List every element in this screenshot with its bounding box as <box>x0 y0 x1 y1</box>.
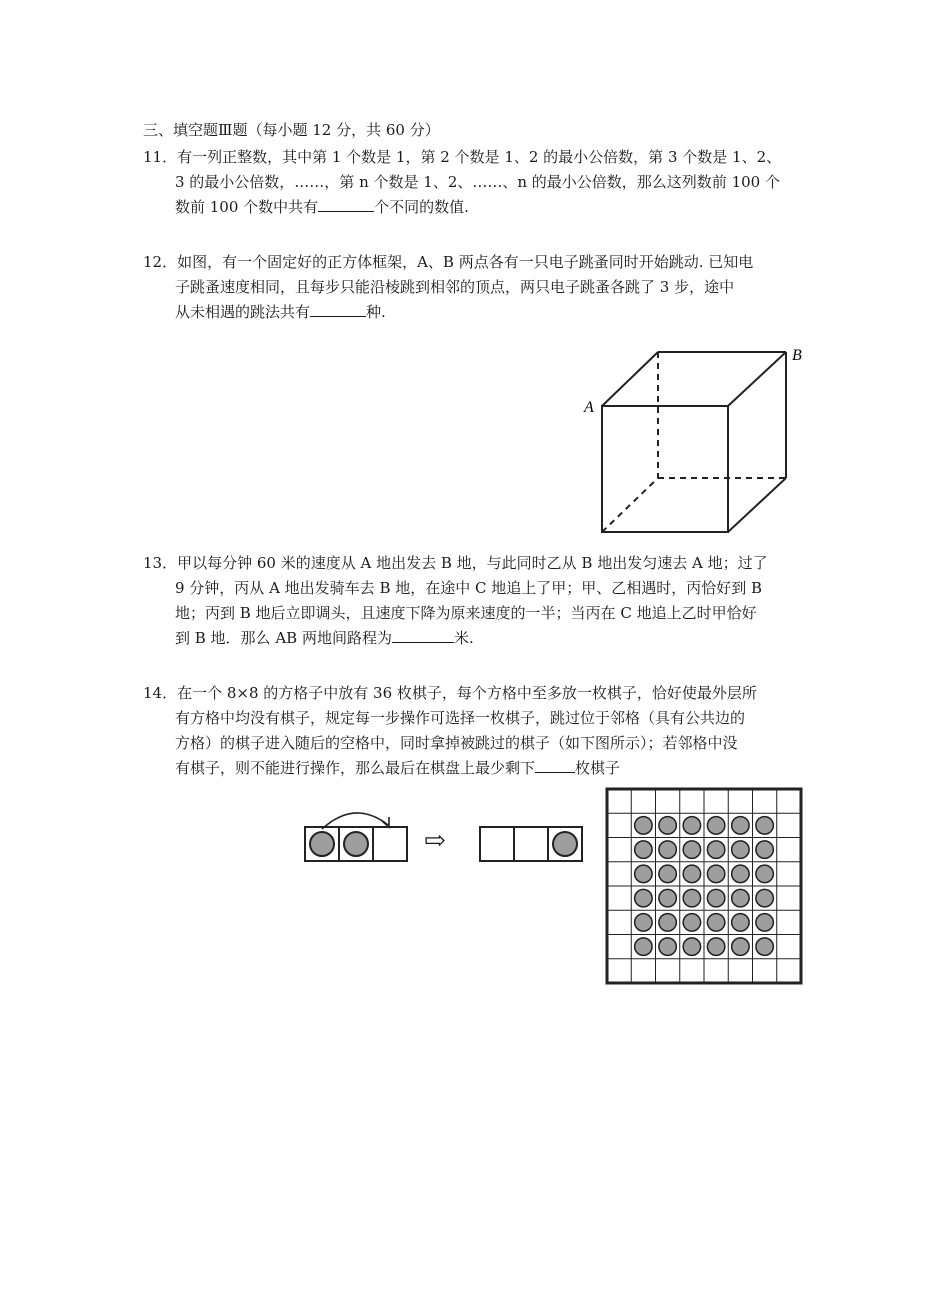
board-chess-piece <box>635 817 652 834</box>
q11-line-3-tail: 个不同的数值. <box>374 198 469 216</box>
board-chess-piece <box>756 841 773 858</box>
q11-line-3 <box>175 197 469 217</box>
q13-line-3: 地；丙到 B 地后立即调头，且速度下降为原来速度的一半；当丙在 C 地追上乙时甲恰好 <box>175 604 757 622</box>
board-chess-piece <box>635 865 652 882</box>
board-chess-piece <box>659 938 676 955</box>
chess-piece <box>344 832 368 856</box>
board-chess-piece <box>732 889 749 906</box>
board-chess-piece <box>756 914 773 931</box>
q11-line-3-text: 数前 100 个数中共有 <box>175 198 319 216</box>
board-chess-piece <box>659 914 676 931</box>
cube-hidden-edge <box>602 478 658 532</box>
board-chess-piece <box>756 938 773 955</box>
cube-edge <box>728 352 786 406</box>
chess-piece <box>553 832 577 856</box>
board-chess-piece <box>659 889 676 906</box>
q13-line-4 <box>175 628 474 648</box>
board-chess-piece <box>732 817 749 834</box>
transform-arrow-icon: ⇨ <box>424 826 446 856</box>
board-chess-piece <box>683 914 700 931</box>
q12-line-1: 12．如图，有一个固定好的正方体框架，A、B 两点各有一只电子跳蚤同时开始跳动. 已知电 <box>143 253 754 271</box>
board-chess-piece <box>707 865 724 882</box>
board-chess-piece <box>732 865 749 882</box>
board-chess-piece <box>732 914 749 931</box>
q13-line-2: 9 分钟，丙从 A 地出发骑车去 B 地，在途中 C 地追上了甲；甲、乙相遇时，丙恰好到 B <box>175 579 763 597</box>
board-chess-piece <box>707 914 724 931</box>
q14-line-4-tail: 枚棋子 <box>575 759 621 777</box>
jump-before-figure <box>300 805 415 867</box>
jump-after-figure <box>475 822 587 864</box>
board-chess-piece <box>683 817 700 834</box>
cube-edge <box>602 352 658 406</box>
q12-line-3 <box>175 302 386 322</box>
board-chess-piece <box>635 914 652 931</box>
board-chess-piece <box>707 841 724 858</box>
q11-line-1: 11．有一列正整数，其中第 1 个数是 1，第 2 个数是 1、2 的最小公倍数，第 3 个数是 1、2、 <box>143 148 782 166</box>
board-chess-piece <box>756 865 773 882</box>
q13-line-4-text: 到 B 地．那么 AB 两地间路程为 <box>175 629 392 647</box>
jump-arrow-head <box>382 817 389 827</box>
q14-line-4 <box>175 758 620 778</box>
board-chess-piece <box>707 938 724 955</box>
board-chess-piece <box>707 889 724 906</box>
board-chess-piece <box>683 889 700 906</box>
board-chess-piece <box>635 841 652 858</box>
q11-line-2: 3 的最小公倍数，……，第 n 个数是 1、2、……、n 的最小公倍数，那么这列数前 100 个 <box>175 173 780 191</box>
q14-line-3: 方格）的棋子进入随后的空格中，同时拿掉被跳过的棋子（如下图所示）；若邻格中没 <box>175 734 738 752</box>
q13-line-4-tail: 米. <box>453 629 474 647</box>
board-chess-piece <box>683 841 700 858</box>
board-chess-piece <box>635 938 652 955</box>
board-chess-piece <box>756 817 773 834</box>
answer-blank <box>318 197 374 212</box>
board-chess-piece <box>683 865 700 882</box>
q12-line-2: 子跳蚤速度相同，且每步只能沿棱跳到相邻的顶点，两只电子跳蚤各跳了 3 步，途中 <box>175 278 735 296</box>
chess-piece <box>310 832 334 856</box>
cube-edge <box>728 478 786 532</box>
vertex-label-a: A <box>584 399 594 416</box>
cube-figure <box>570 340 820 540</box>
q14-line-1: 14．在一个 8×8 的方格子中放有 36 枚棋子，每个方格中至多放一枚棋子，恰好使最外层所 <box>143 684 757 702</box>
board-chess-piece <box>659 865 676 882</box>
chess-board-8x8 <box>604 786 804 986</box>
section-title: 三、填空题Ⅲ题（每小题 12 分，共 60 分） <box>143 121 440 139</box>
board-chess-piece <box>683 938 700 955</box>
board-chess-piece <box>659 817 676 834</box>
q12-line-3-tail: 种. <box>366 303 386 321</box>
board-chess-piece <box>659 841 676 858</box>
answer-blank <box>310 302 366 317</box>
q13-line-1: 13．甲以每分钟 60 米的速度从 A 地出发去 B 地，与此同时乙从 B 地出发匀速去 A 地；过了 <box>143 554 768 572</box>
q14-line-4-text: 有棋子，则不能进行操作，那么最后在棋盘上最少剩下 <box>175 759 536 777</box>
board-chess-piece <box>756 889 773 906</box>
board-chess-piece <box>707 817 724 834</box>
answer-blank <box>535 758 575 773</box>
vertex-label-b: B <box>792 347 802 364</box>
answer-blank <box>392 628 454 643</box>
board-chess-piece <box>732 841 749 858</box>
q14-line-2: 有方格中均没有棋子，规定每一步操作可选择一枚棋子，跳过位于邻格（具有公共边的 <box>175 709 746 727</box>
board-chess-piece <box>732 938 749 955</box>
q12-line-3-text: 从未相遇的跳法共有 <box>175 303 311 321</box>
board-chess-piece <box>635 889 652 906</box>
